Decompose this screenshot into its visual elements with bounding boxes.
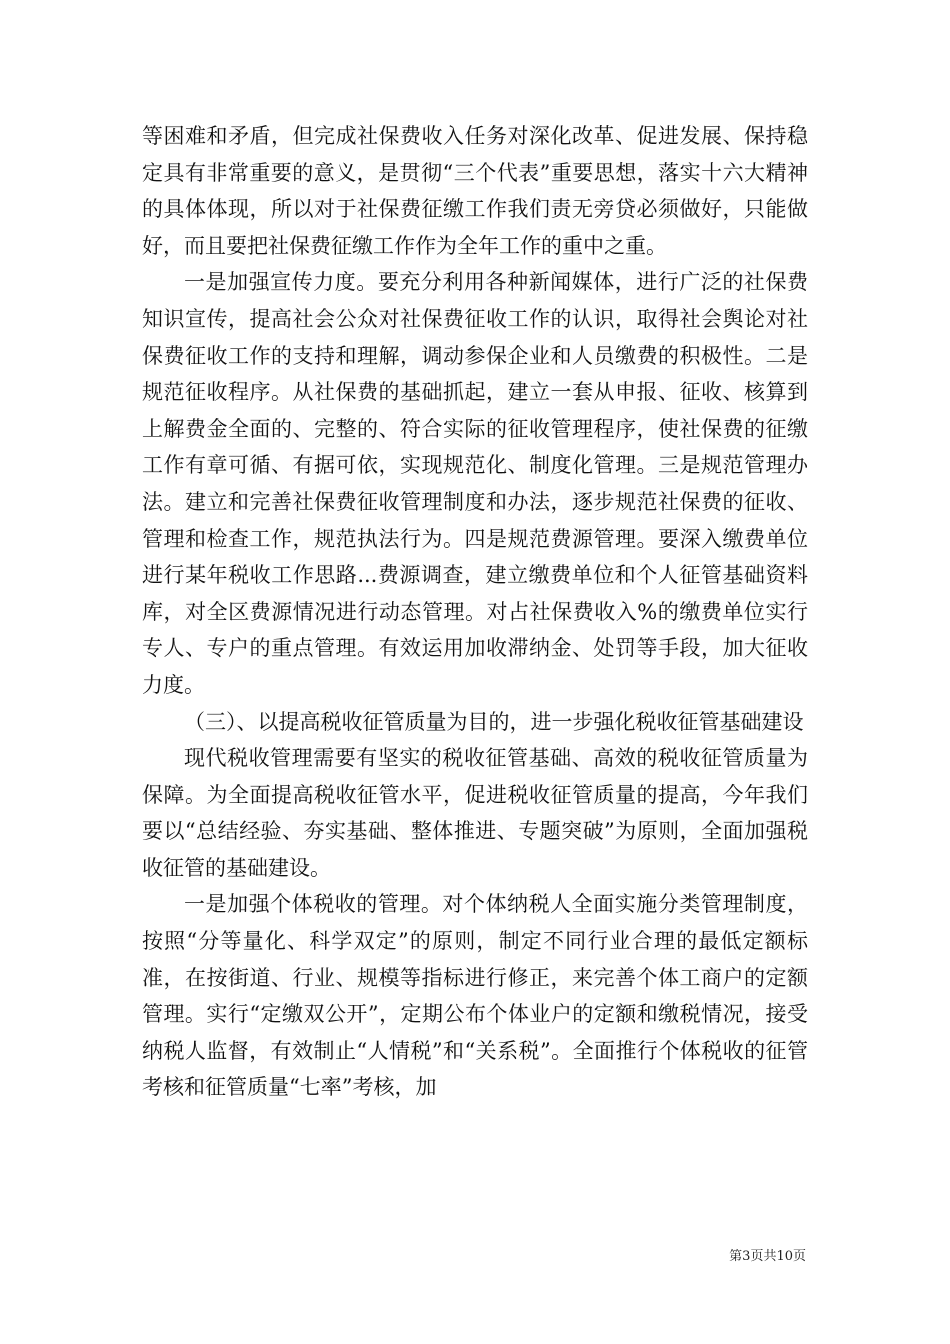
paragraph-1: 等困难和矛盾，但完成社保费收入任务对深化改革、促进发展、保持稳定具有非常重要的意义，是贯彻“三个代表”重要思想，落实十六大精神的具体体现，所以对于社保费征缴工作我们责无旁贷必须做好，只能做好，而且要把社保费征缴工作作为全年工作的重中之重。 xyxy=(142,124,808,258)
page-number: 第3页共10页 xyxy=(729,1249,806,1264)
paragraph-2: 一是加强宣传力度。要充分利用各种新闻媒体，进行广泛的社保费知识宣传，提高社会公众对社保费征收工作的认识，取得社会舆论对社保费征收工作的支持和理解，调动参保企业和人员缴费的积极性。二是规范征收程序。从社保费的基础抓起，建立一套从申报、征收、核算到上解费金全面的、完整的、符合实际的征收管理程序，使社保费的征缴工作有章可循、有据可依，实现规范化、制度化管理。三是规范管理办法。建立和完善社保费征收管理制度和办法，逐步规范社保费的征收、管理和检查工作，规范执法行为。四是规范费源管理。要深入缴费单位进行某年税收工作思路...费源调查，建立缴费单位和个人征管基础资料库，对全区费源情况进行动态管理。对占社保费收入%的缴费单位实行专人、专户的重点管理。有效运用加收滞纳金、处罚等手段，加大征收力度。 xyxy=(142,270,808,697)
paragraph-3: 现代税收管理需要有坚实的税收征管基础、高效的税收征管质量为保障。为全面提高税收征管水平，促进税收征管质量的提高，今年我们要以“总结经验、夯实基础、整体推进、专题突破”为原则，全面加强税收征管的基础建设。 xyxy=(142,746,808,880)
paragraph-4: 一是加强个体税收的管理。对个体纳税人全面实施分类管理制度，按照“分等量化、科学双定”的原则，制定不同行业合理的最低定额标准，在按街道、行业、规模等指标进行修正，来完善个体工商户的定额管理。实行“定缴双公开”，定期公布个体业户的定额和缴税情况，接受纳税人监督，有效制止“人情税”和“关系税”。全面推行个体税收的征管考核和征管质量“七率”考核，加 xyxy=(142,892,808,1100)
document-body xyxy=(142,118,808,1106)
section-heading: （三）、以提高税收征管质量为目的，进一步强化税收征管基础建设 xyxy=(184,709,804,734)
